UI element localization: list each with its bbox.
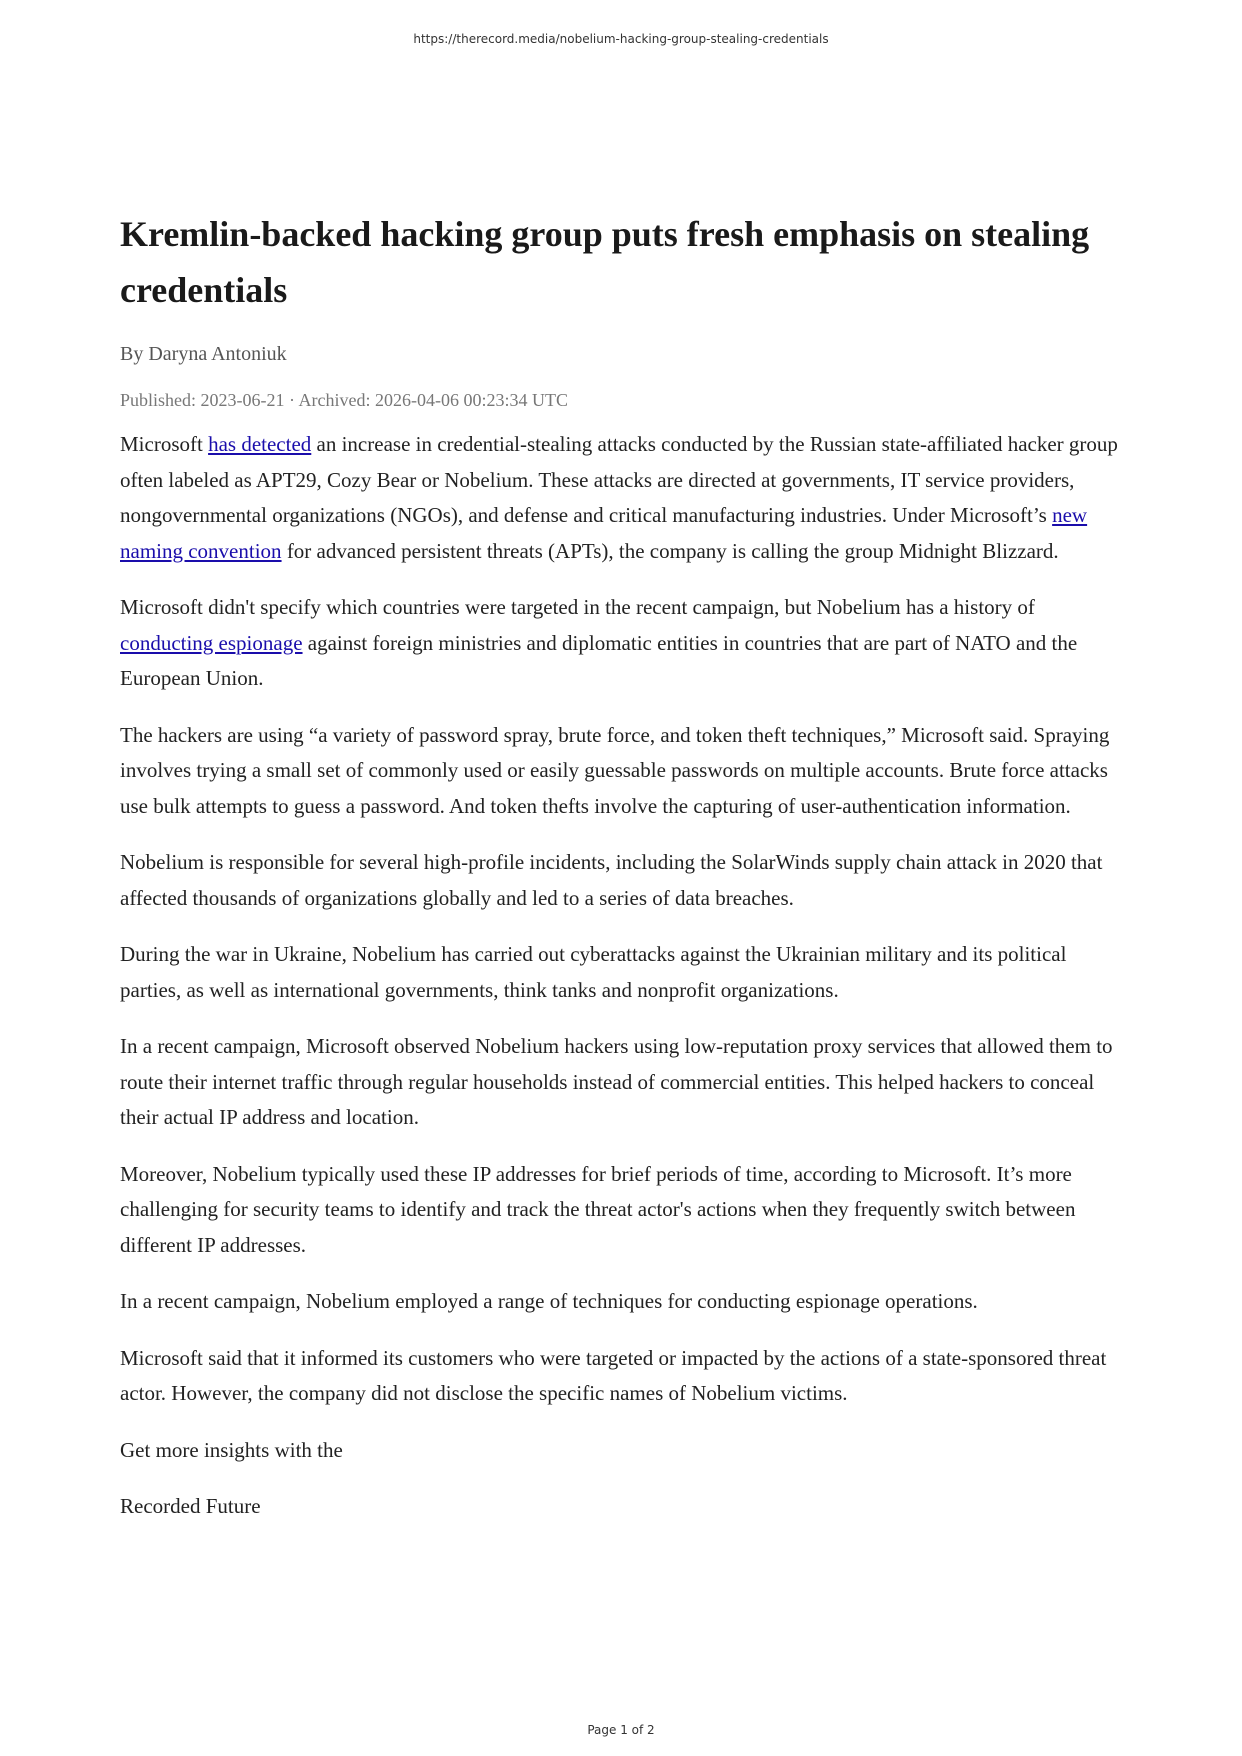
article-body <box>120 427 1130 1525</box>
paragraph-10: Get more insights with the <box>120 1437 343 1462</box>
paragraph-7: Moreover, Nobelium typically used these IP addresses for brief periods of time, according to Microsoft. It’s more challenging for security teams to identify and track the threat actor's actions when they frequently switch between different IP addresses. <box>120 1161 1076 1257</box>
new-naming-convention-link[interactable]: new naming convention <box>120 503 1088 563</box>
paragraph-3: The hackers are using “a variety of password spray, brute force, and token theft techniques,” Microsoft said. Spraying involves trying a small set of commonly used or easily guessable passwords on multiple accounts. Brute force attacks use bulk attempts to guess a password. And token thefts involve the capturing of user-authentication information. <box>120 722 1110 818</box>
paragraph-2 <box>120 590 1130 697</box>
paragraph-5: During the war in Ukraine, Nobelium has carried out cyberattacks against the Ukrainian military and its political parties, as well as international governments, think tanks and nonprofit organizations. <box>120 942 1067 1002</box>
has-detected-link[interactable]: has detected <box>208 432 312 456</box>
article-meta: Published: 2023-06-21 · Archived: 2026-04-06 00:23:34 UTC <box>120 390 568 410</box>
paragraph-6: In a recent campaign, Microsoft observed Nobelium hackers using low-reputation proxy services that allowed them to route their internet traffic through regular households instead of commercial entities. This helped hackers to conceal their actual IP address and location. <box>120 1034 1113 1129</box>
paragraph-4: Nobelium is responsible for several high-profile incidents, including the SolarWinds supply chain attack in 2020 that affected thousands of organizations globally and led to a series of data breaches. <box>120 850 1103 910</box>
paragraph-2-text-2: against foreign ministries and diplomatic entities in countries that are part of NATO and the European Union. <box>120 630 1078 690</box>
article-byline: By Daryna Antoniuk <box>120 343 287 365</box>
article <box>120 206 1130 1546</box>
paragraph-1-text-3: for advanced persistent threats (APTs), the company is calling the group Midnight Blizzard. <box>281 538 1059 563</box>
article-title: Kremlin-backed hacking group puts fresh emphasis on stealing credentials <box>120 214 1090 310</box>
paragraph-11: Recorded Future <box>120 1494 261 1518</box>
page-number: Page 1 of 2 <box>587 1723 655 1737</box>
conducting-espionage-link[interactable]: conducting espionage <box>120 630 303 655</box>
paragraph-9: Microsoft said that it informed its customers who were targeted or impacted by the actions of a state-sponsored threat actor. However, the company did not disclose the specific names of Nobelium victims. <box>120 1345 1107 1405</box>
paragraph-1-text-2: an increase in credential-stealing attacks conducted by the Russian state-affiliated hacker group often labeled as APT29, Cozy Bear or Nobelium. These attacks are directed at governments, IT service providers, nongovernmental organizations (NGOs), and defense and critical manufacturing industries. Under Microsoft’s <box>120 432 1118 527</box>
paragraph-2-text-1: Microsoft didn't specify which countries were targeted in the recent campaign, but Nobelium has a history of <box>120 595 1035 619</box>
paragraph-1-text-1: Microsoft <box>120 432 209 456</box>
page-url: https://therecord.media/nobelium-hacking-group-stealing-credentials <box>413 32 829 46</box>
paragraph-8: In a recent campaign, Nobelium employed a range of techniques for conducting espionage operations. <box>120 1289 978 1313</box>
paragraph-1 <box>120 427 1130 569</box>
